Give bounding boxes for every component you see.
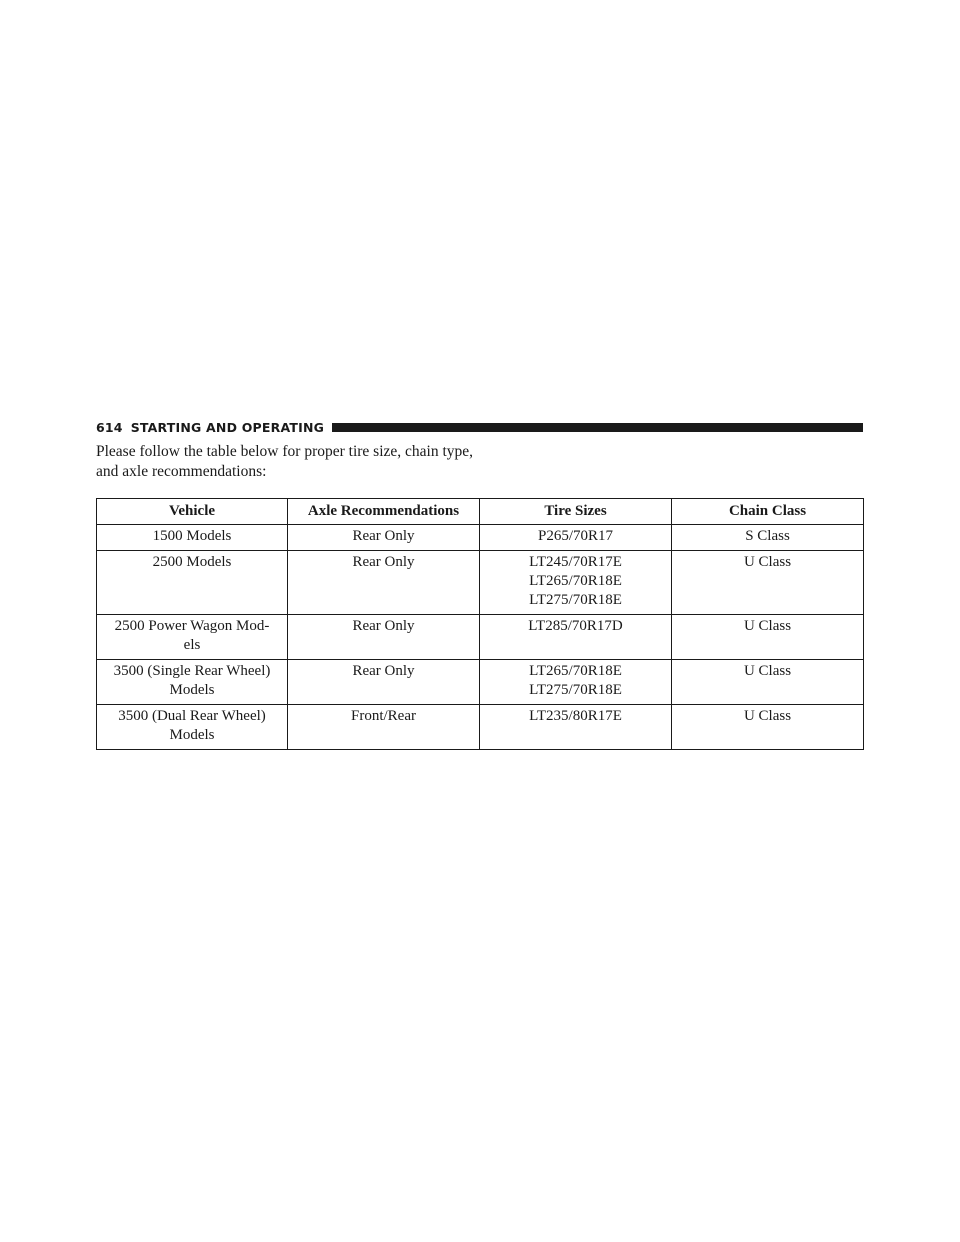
tire-size: LT265/70R18E [529, 663, 622, 679]
chain-cell: S Class [672, 525, 864, 551]
column-header-chain: Chain Class [672, 499, 864, 525]
tires-cell [480, 660, 672, 705]
axle-cell: Rear Only [288, 551, 480, 615]
vehicle-cell [97, 615, 288, 660]
chain-cell: U Class [672, 660, 864, 705]
table-row [97, 660, 864, 705]
tire-size: LT275/70R18E [529, 592, 622, 608]
page-header [96, 419, 863, 435]
axle-cell: Front/Rear [288, 705, 480, 750]
column-header-axle: Axle Recommendations [288, 499, 480, 525]
vehicle-cell [97, 705, 288, 750]
vehicle-line: Models [169, 727, 215, 743]
table-row [97, 705, 864, 750]
section-title: STARTING AND OPERATING [130, 419, 325, 435]
vehicle-line: Models [169, 682, 215, 698]
tires-cell [480, 525, 672, 551]
tire-chain-table [96, 498, 864, 750]
vehicle-line: 2500 Models [152, 554, 232, 570]
column-header-vehicle: Vehicle [97, 499, 288, 525]
table-row [97, 615, 864, 660]
vehicle-line: 1500 Models [152, 528, 232, 544]
tires-cell [480, 551, 672, 615]
vehicle-line: 3500 (Single Rear Wheel) [113, 663, 271, 679]
table-header-row [97, 499, 864, 525]
tire-size: LT285/70R17D [528, 618, 623, 634]
tire-size: LT245/70R17E [529, 554, 622, 570]
tire-size: LT265/70R18E [529, 573, 622, 589]
table-row [97, 525, 864, 551]
table-row [97, 551, 864, 615]
intro-paragraph: Please follow the table below for proper tire size, chain type, and axle recommendations: [96, 443, 474, 480]
tires-cell [480, 615, 672, 660]
chain-cell: U Class [672, 551, 864, 615]
column-header-tires: Tire Sizes [480, 499, 672, 525]
tire-size: LT275/70R18E [529, 682, 622, 698]
tire-size: LT235/80R17E [529, 708, 622, 724]
vehicle-cell [97, 525, 288, 551]
axle-cell: Rear Only [288, 525, 480, 551]
tires-cell [480, 705, 672, 750]
tire-size: P265/70R17 [537, 528, 613, 544]
page-number: 614 [96, 419, 123, 435]
vehicle-line: 3500 (Dual Rear Wheel) [118, 708, 266, 724]
vehicle-line: els [183, 637, 201, 653]
vehicle-cell [97, 551, 288, 615]
axle-cell: Rear Only [288, 615, 480, 660]
header-rule [332, 423, 863, 432]
chain-cell: U Class [672, 705, 864, 750]
vehicle-cell [97, 660, 288, 705]
axle-cell: Rear Only [288, 660, 480, 705]
chain-cell: U Class [672, 615, 864, 660]
vehicle-line: 2500 Power Wagon Mod- [114, 618, 270, 634]
